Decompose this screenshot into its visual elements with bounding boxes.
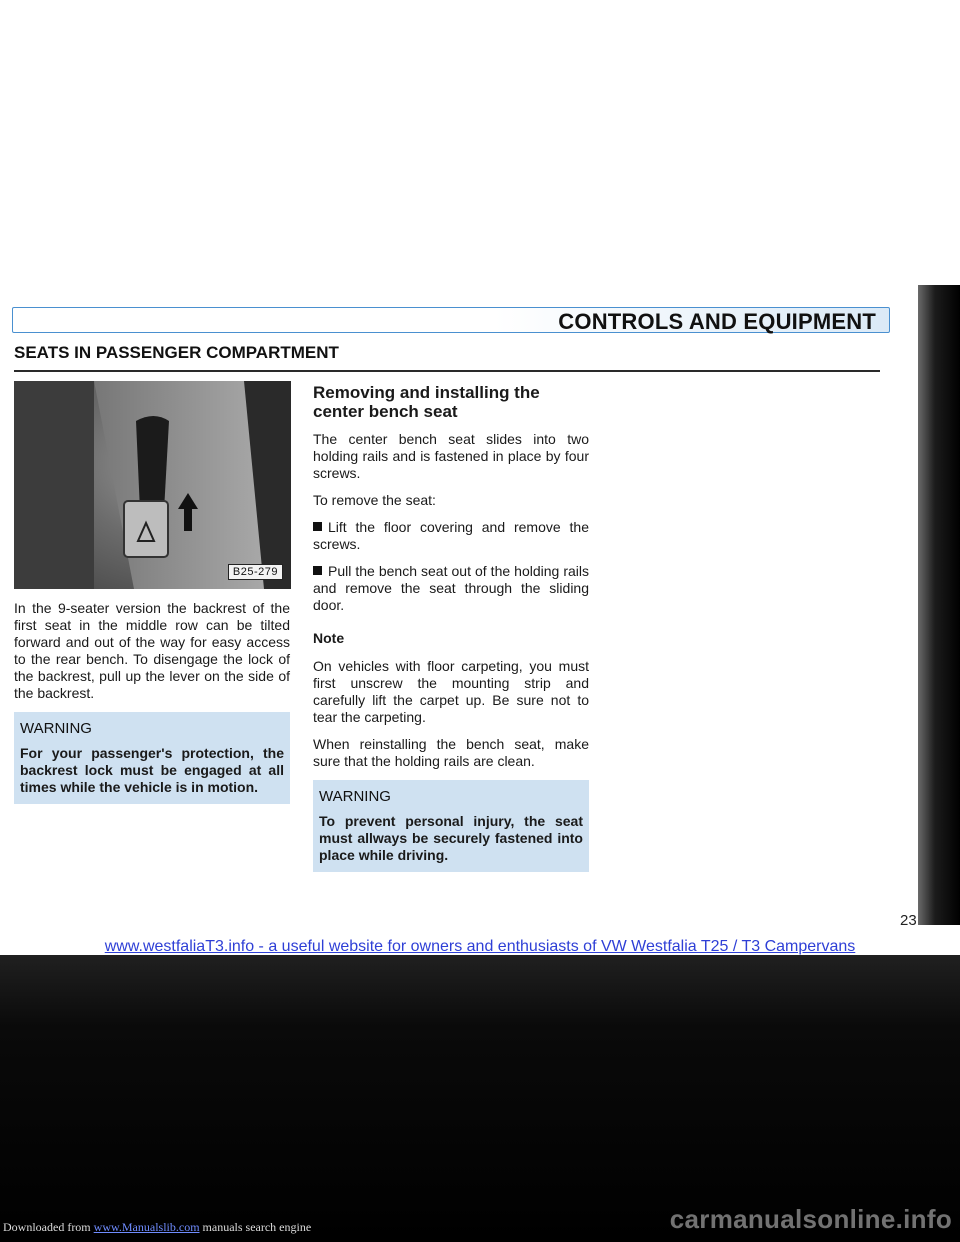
backrest-lever-photo: [14, 381, 291, 589]
note-title: Note: [313, 630, 345, 646]
note-text: On vehicles with floor carpeting, you must first unscrew the mounting strip and carefully lift the carpet up. Be sure not to tear the carpeting.: [313, 658, 589, 725]
reinstall-text: When reinstalling the bench seat, make sure that the holding rails are clean.: [313, 736, 589, 769]
bullet-icon: [313, 522, 322, 531]
backrest-paragraph: In the 9-seater version the backrest of the first seat in the middle row can be tilted forward and out of the way for easy access to the rear bench. To disengage the lock of the backrest, pull up the lever on the side of the backrest.: [14, 600, 290, 701]
blank-top-margin: [0, 0, 960, 280]
download-prefix: Downloaded from: [3, 1220, 91, 1234]
page-title: SEATS IN PASSENGER COMPARTMENT: [14, 343, 339, 362]
warning-box-left: [14, 712, 290, 804]
subheading: Removing and installing the center bench seat: [313, 383, 540, 421]
remove-lead: To remove the seat:: [313, 492, 436, 508]
watermark: carmanualsonline.info: [669, 1204, 952, 1234]
title-divider: [14, 370, 880, 372]
warning-title: WARNING: [20, 720, 92, 737]
warning-title: WARNING: [319, 788, 391, 805]
list-item: Pull the bench seat out of the holding rails and remove the seat through the sliding door.: [313, 563, 589, 613]
westfalia-website-link[interactable]: www.westfaliaT3.info - a useful website for owners and enthusiasts of VW Westfalia T25 / T3 Campervans: [104, 938, 856, 955]
page-binding-shadow: [918, 285, 960, 925]
backrest-lever-illustration: [14, 381, 291, 589]
download-credit: [0, 1220, 311, 1235]
section-header: CONTROLS AND EQUIPMENT: [558, 309, 876, 334]
warning-text: To prevent personal injury, the seat must allways be securely fastened into place while driving.: [319, 813, 583, 863]
dark-scan-border: [0, 955, 960, 1242]
left-column: [14, 600, 290, 804]
manualslib-link[interactable]: www.Manualslib.com: [93, 1220, 200, 1234]
middle-column: [313, 383, 589, 872]
warning-text: For your passenger's protection, the backrest lock must be engaged at all times while the vehicle is in motion.: [20, 745, 284, 795]
bullet-icon: [313, 566, 322, 575]
figure-label: B25-279: [228, 564, 283, 580]
intro-paragraph: The center bench seat slides into two holding rails and is fastened in place by four screws.: [313, 431, 589, 481]
list-item: Lift the floor covering and remove the screws.: [313, 519, 589, 552]
download-suffix: manuals search engine: [202, 1220, 312, 1234]
page-number: 23: [900, 912, 917, 929]
warning-box-middle: [313, 780, 589, 872]
